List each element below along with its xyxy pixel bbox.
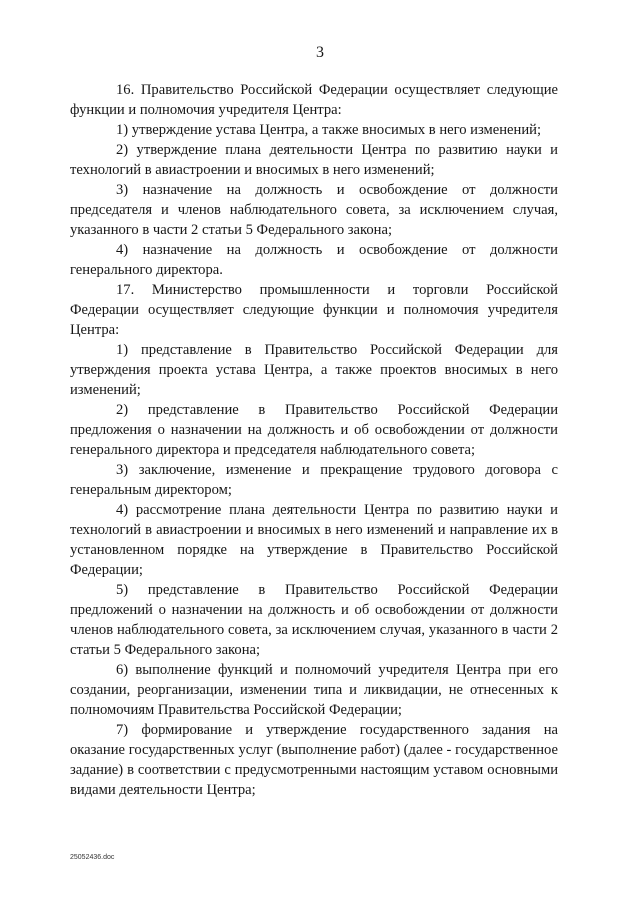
paragraph: 3) назначение на должность и освобождение от должности председателя и членов наблюдательного совета, за исключением случая, указанного в части 2 статьи 5 Федерального закона; bbox=[70, 182, 558, 238]
paragraph: 1) представление в Правительство Российской Федерации для утверждения проекта устава Центра, а также проектов вносимых в него изменений; bbox=[70, 342, 558, 398]
paragraph: 3) заключение, изменение и прекращение трудового договора с генеральным директором; bbox=[70, 462, 558, 498]
paragraph: 2) утверждение плана деятельности Центра по развитию науки и технологий в авиастроении и вносимых в него изменений; bbox=[70, 142, 558, 178]
document-body bbox=[70, 80, 558, 800]
paragraph: 5) представление в Правительство Российской Федерации предложений о назначении на должность и об освобождении от должности членов наблюдательного совета, за исключением случая, указанного в части 2 статьи 5 Федерального закона; bbox=[70, 582, 558, 658]
paragraph: 17. Министерство промышленности и торговли Российской Федерации осуществляет следующие функции и полномочия учредителя Центра: bbox=[70, 282, 558, 338]
paragraph: 16. Правительство Российской Федерации осуществляет следующие функции и полномочия учредителя Центра: bbox=[70, 82, 558, 118]
paragraph: 4) рассмотрение плана деятельности Центра по развитию науки и технологий в авиастроении и вносимых в него изменений и направление их в установленном порядке на утверждение в Правительство Российской Федерации; bbox=[70, 502, 558, 578]
paragraph: 7) формирование и утверждение государственного задания на оказание государственных услуг (выполнение работ) (далее - государственное задание) в соответствии с предусмотренными настоящим уставом основными видами деятельности Центра; bbox=[70, 722, 558, 798]
footer-file-code: 25052436.doc bbox=[70, 854, 115, 861]
paragraph: 1) утверждение устава Центра, а также вносимых в него изменений; bbox=[116, 122, 542, 138]
paragraph: 6) выполнение функций и полномочий учредителя Центра при его создании, реорганизации, изменении типа и ликвидации, не отнесенных к полномочиям Правительства Российской Федерации; bbox=[70, 662, 558, 718]
paragraph: 2) представление в Правительство Российской Федерации предложения о назначении на должность и об освобождении от должности генерального директора и председателя наблюдательного совета; bbox=[70, 402, 558, 458]
page-number: 3 bbox=[316, 44, 324, 61]
paragraph: 4) назначение на должность и освобождение от должности генерального директора. bbox=[70, 242, 558, 278]
